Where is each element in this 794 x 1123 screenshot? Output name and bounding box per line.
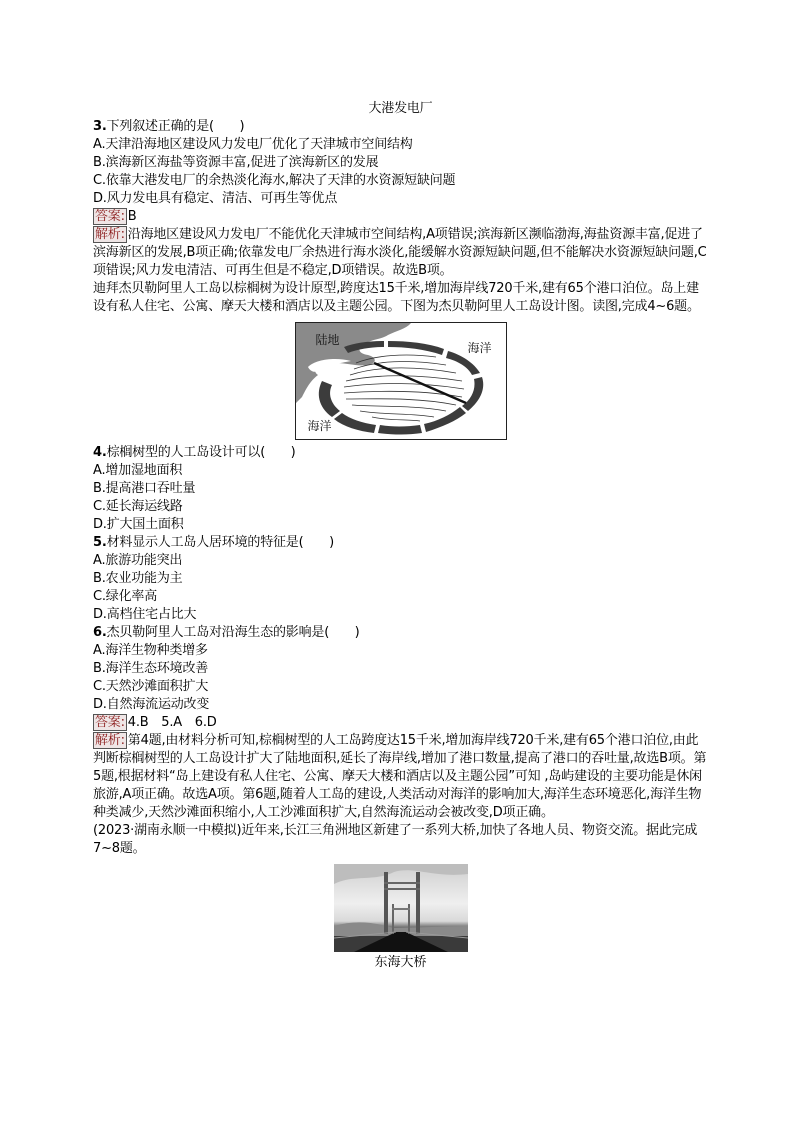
question-number: 6. xyxy=(93,625,107,640)
q5-option-a: A.旅游功能突出 xyxy=(93,553,183,568)
answer-value: 4.B 5.A 6.D xyxy=(127,715,217,730)
question-3-stem xyxy=(93,118,708,136)
q6-option-a: A.海洋生物种类增多 xyxy=(93,643,208,658)
photo-caption: 东海大桥 xyxy=(374,955,427,970)
answer-value: B xyxy=(127,209,137,224)
analysis-tag: 解析: xyxy=(95,227,125,242)
q6-option-b: B.海洋生态环境改善 xyxy=(93,661,209,676)
question-6-stem xyxy=(93,624,708,642)
q5-option-c: C.绿化率高 xyxy=(93,589,158,604)
q4-option-a: A.增加湿地面积 xyxy=(93,463,183,478)
q3-analysis xyxy=(93,226,708,280)
question-text: 材料显示人工岛人居环境的特征是( ) xyxy=(106,535,334,550)
answer-tag: 答案: xyxy=(95,715,125,730)
q3-option-d: D.风力发电具有稳定、清洁、可再生等优点 xyxy=(93,191,338,206)
q5-option-d: D.高档住宅占比大 xyxy=(93,607,197,622)
q5-option-b: B.农业功能为主 xyxy=(93,571,183,586)
document-page xyxy=(93,100,708,972)
figure-caption-power-plant: 大港发电厂 xyxy=(368,101,433,116)
analysis-text: 第4题,由材料分析可知,棕榈树型的人工岛跨度达15千米,增加海岸线720千米,建有65个港口泊位,由此判断棕榈树型的人工岛设计扩大了陆地面积,延长了海岸线,增加了港口数量,提高了港口的吞吐量,故选B项。第5题,根据材料“岛上建设有私人住宅、公寓、摩天大楼和酒店以及主题公园”可知 ,岛屿建设的主要功能是休闲旅游,A项正确。故选A项。第6题,随着人工岛的建设,人类活动对海洋的影响加大,海洋生态环境恶化,海洋生物种类减少,天然沙滩面积缩小,人工沙滩面积扩大,自然海流运动会被改变,D项正确。 xyxy=(93,733,707,820)
bridge-photo-figure xyxy=(93,864,708,972)
material-yangtze-bridges: (2023·湖南永顺一中模拟)近年来,长江三角洲地区新建了一系列大桥,加快了各地人员、物资交流。据此完成7~8题。 xyxy=(93,823,698,856)
label-ocean-bottom: 海洋 xyxy=(307,419,332,433)
bridge-image-graphic xyxy=(334,864,468,952)
q3-option-c: C.依靠大港发电厂的余热淡化海水,解决了天津的水资源短缺问题 xyxy=(93,173,456,188)
q4-option-b: B.提高港口吞吐量 xyxy=(93,481,196,496)
q6-option-d: D.自然海流运动改变 xyxy=(93,697,210,712)
analysis-tag: 解析: xyxy=(95,733,125,748)
question-4-stem xyxy=(93,444,708,462)
question-text: 杰贝勒阿里人工岛对沿海生态的影响是( ) xyxy=(106,625,360,640)
q4-option-c: C.延长海运线路 xyxy=(93,499,183,514)
palm-island-diagram xyxy=(295,322,507,440)
q3-answer xyxy=(93,208,708,226)
q3-option-a: A.天津沿海地区建设风力发电厂优化了天津城市空间结构 xyxy=(93,137,413,152)
question-5-stem xyxy=(93,534,708,552)
question-text: 下列叙述正确的是( ) xyxy=(106,119,245,134)
question-number: 5. xyxy=(93,535,107,550)
material-palm-island: 迪拜杰贝勒阿里人工岛以棕榈树为设计原型,跨度达15千米,增加海岸线720千米,建有65个港口泊位。岛上建设有私人住宅、公寓、摩天大楼和酒店以及主题公园。下图为杰贝勒阿里人工岛设计图。读图,完成4~6题。 xyxy=(93,281,700,314)
q6-option-c: C.天然沙滩面积扩大 xyxy=(93,679,209,694)
question-number: 4. xyxy=(93,445,107,460)
q4-6-analysis xyxy=(93,732,708,822)
analysis-text: 沿海地区建设风力发电厂不能优化天津城市空间结构,A项错误;滨海新区濒临渤海,海盐资源丰富,促进了滨海新区的发展,B项正确;依靠发电厂余热进行海水淡化,能缓解水资源短缺问题,但不能解决水资源短缺问题,C项错误;风力发电清洁、可再生但是不稳定,D项错误。故选B项。 xyxy=(93,227,707,278)
q4-6-answer xyxy=(93,714,708,732)
label-ocean-top: 海洋 xyxy=(467,341,492,355)
question-text: 棕榈树型的人工岛设计可以( ) xyxy=(106,445,296,460)
label-land: 陆地 xyxy=(315,333,340,347)
donghai-bridge-photo xyxy=(334,864,468,952)
question-number: 3. xyxy=(93,119,107,134)
answer-tag: 答案: xyxy=(95,209,125,224)
q3-option-b: B.滨海新区海盐等资源丰富,促进了滨海新区的发展 xyxy=(93,155,379,170)
figure-wrapper xyxy=(93,322,708,440)
q4-option-d: D.扩大国土面积 xyxy=(93,517,184,532)
